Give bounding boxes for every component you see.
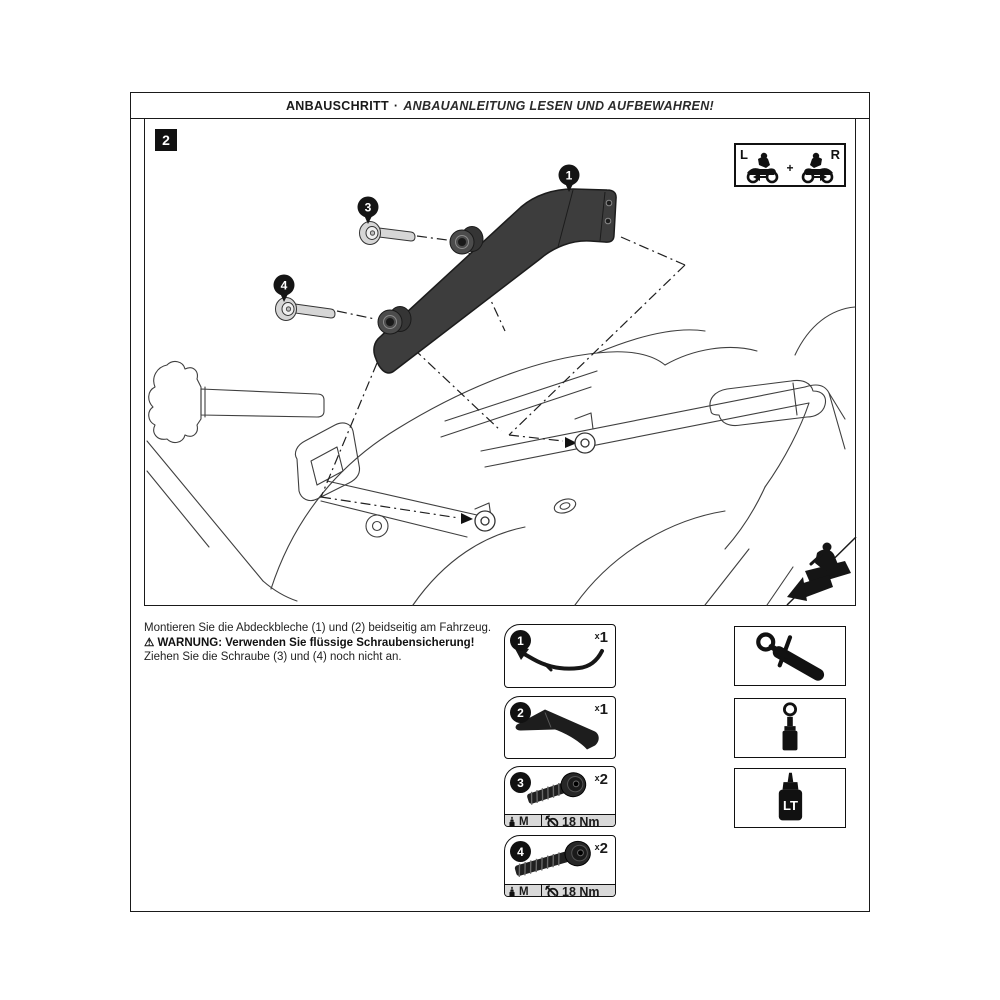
header-separator: · [393, 98, 399, 113]
threadlocker-mini-icon [508, 816, 516, 828]
callout-4 [274, 275, 295, 303]
svg-text:1: 1 [565, 168, 573, 183]
grommet [366, 515, 388, 537]
right-label: R [830, 147, 840, 162]
threadlock-spec: M [505, 885, 542, 897]
direction-arrows [461, 437, 577, 524]
threadlocker-mini-icon [508, 886, 516, 898]
left-label: L [740, 147, 748, 162]
motorcycle-outline [147, 307, 855, 605]
tool-box-threadlocker [734, 768, 846, 828]
grip-bar [201, 389, 324, 417]
part-number-badge: 3 [510, 772, 531, 793]
motorcycle-left-icon [747, 153, 777, 182]
cover-plate-part [374, 189, 616, 373]
torque-wrench-mini-icon [545, 815, 559, 827]
part-box-4 [504, 835, 616, 897]
threadlocker-bottle-icon [736, 770, 844, 826]
torque-wrench-icon [736, 700, 844, 756]
instruction-sheet [130, 92, 870, 912]
svg-text:4: 4 [280, 278, 288, 293]
threadlock-spec: M [505, 815, 542, 827]
warning-text: WARNUNG: Verwenden Sie flüssige Schraubensicherung! [157, 636, 475, 649]
svg-text:3: 3 [364, 200, 372, 215]
torque-value: 18 Nm [542, 815, 615, 827]
part-box-3 [504, 766, 616, 827]
header-title: ANBAUSCHRITT [285, 98, 389, 113]
threadlocker-label: LT [782, 798, 798, 814]
callout-1 [559, 165, 580, 193]
part-number-badge: 4 [510, 841, 531, 862]
view-direction-corner [787, 537, 856, 605]
seat-cowl-edge [271, 352, 665, 589]
part-box-1 [504, 624, 616, 688]
screw-3 [360, 222, 416, 245]
handlebar-grip [149, 362, 201, 443]
tool-box-screwdriver [734, 626, 846, 686]
torque-spec-bar [505, 884, 615, 897]
part-quantity: x2 [594, 771, 608, 788]
warning-triangle-icon: ⚠ [144, 636, 155, 649]
part-quantity: x1 [594, 701, 608, 718]
part-quantity: x2 [594, 840, 608, 857]
panel-recess [295, 423, 359, 501]
torque-spec-bar [505, 814, 615, 827]
part-box-2 [504, 696, 616, 759]
part-quantity: x1 [594, 629, 608, 646]
tool-box-torque-wrench [734, 698, 846, 758]
part-number-badge: 2 [510, 702, 531, 723]
callout-3 [358, 197, 379, 225]
instruction-text [144, 621, 504, 665]
instruction-line-3: Ziehen Sie die Schraube (3) und (4) noch nicht an. [144, 651, 402, 663]
torque-value: 18 Nm [542, 885, 615, 897]
motorcycle-exploded-view [145, 119, 857, 606]
plus-sign: + [786, 161, 794, 175]
left-right-indicator [734, 143, 846, 187]
warning-line [144, 636, 504, 651]
header-subtitle: ANBAUANLEITUNG LESEN UND AUFBEWAHREN! [403, 98, 714, 113]
torque-wrench-mini-icon [545, 885, 559, 897]
motorcycle-right-icon [803, 153, 833, 182]
mounting-points [475, 433, 595, 531]
sheet-header [131, 93, 869, 119]
step-number-badge: 2 [155, 129, 177, 151]
part-number-badge: 1 [510, 630, 531, 651]
assembly-diagram [144, 119, 856, 606]
screwdriver-icon [736, 628, 844, 684]
instruction-line-1: Montieren Sie die Abdeckbleche (1) und (2) beidseitig am Fahrzeug. [144, 622, 492, 634]
